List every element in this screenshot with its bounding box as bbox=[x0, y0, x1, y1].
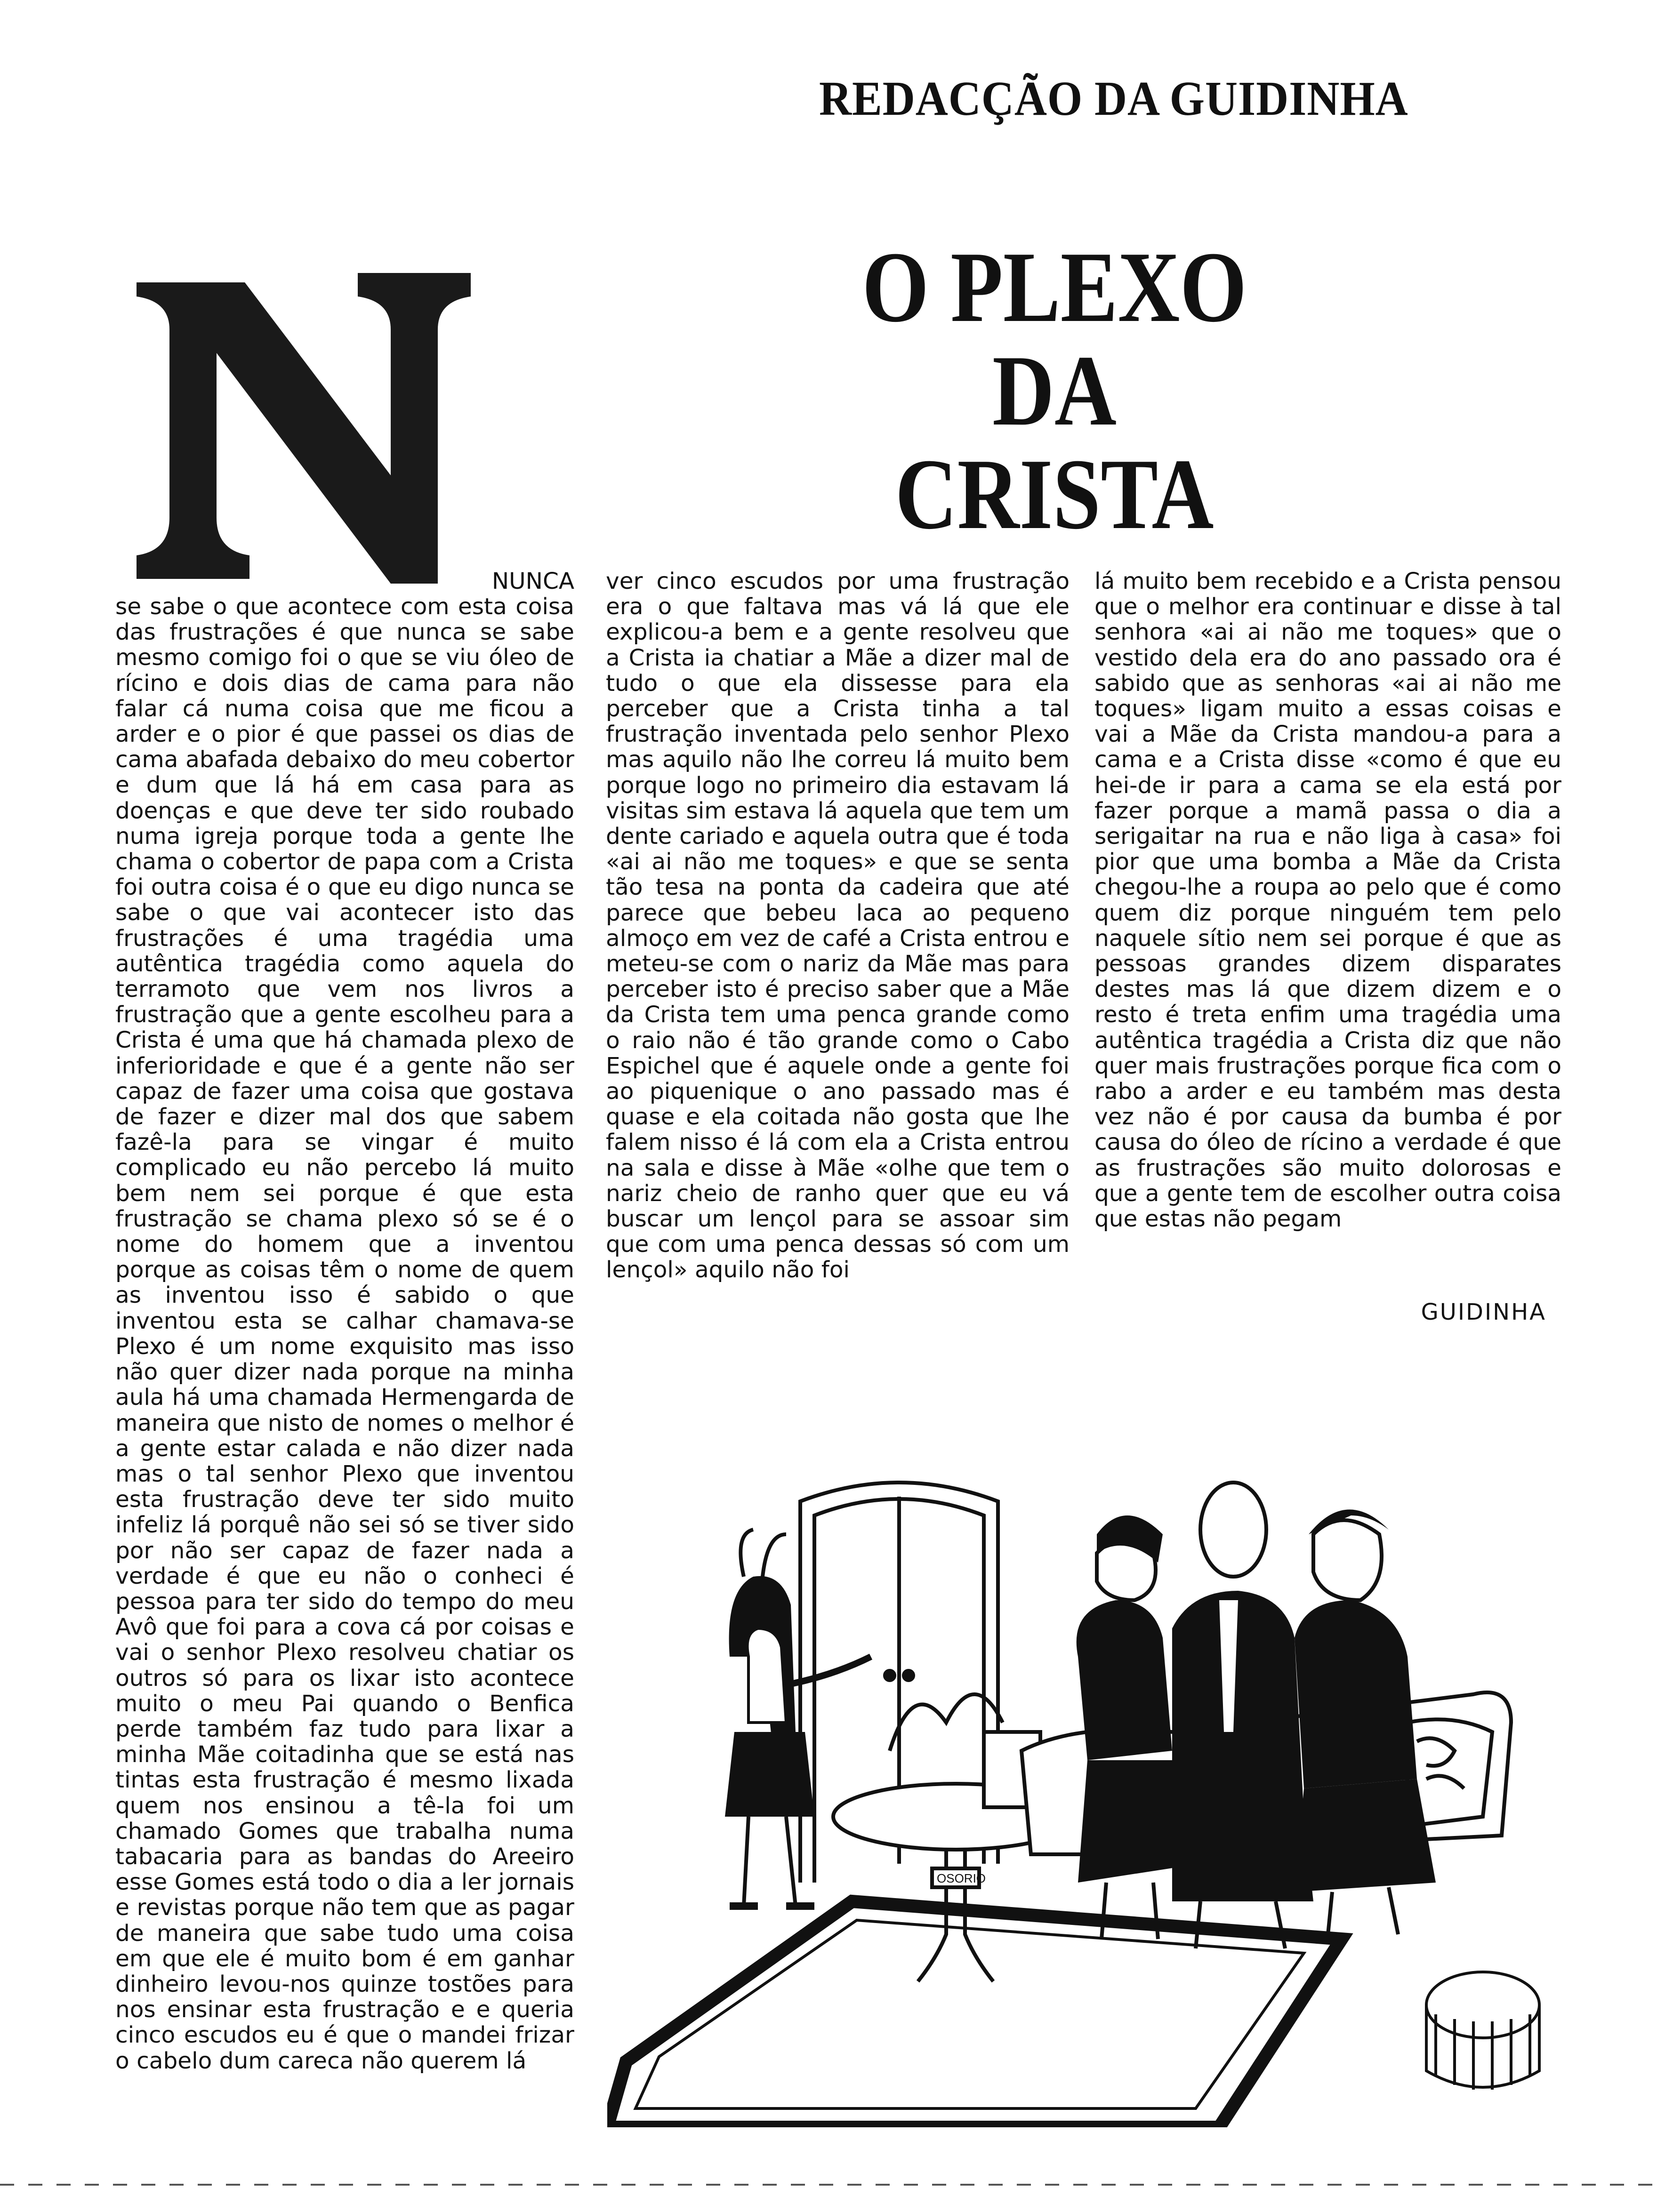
section-header: REDACÇÃO DA GUIDINHA bbox=[819, 72, 1408, 126]
column-2-text: ver cinco escudos por uma frustração era o que faltava mas vá lá que ele explicou-a bem e a gente resolveu que a Crista ia chatiar a Mãe a dizer mal de tudo o que ela dissesse para ela perceber que a Crista tinha a tal frustração inventada pelo senhor Plexo mas aquilo não lhe correu lá muito bem porque logo no primeiro dia estavam lá visitas sim estava lá aquela que tem um dente cariado e aquela outra que é toda «ai ai não me toques» e que se senta tão tesa na ponta da cadeira que até parece que bebeu laca ao pequeno almoço em vez de café a Crista entrou e meteu-se com o nariz da Mãe mas para perceber isto é preciso saber que a Mãe da Crista tem uma penca grande como o raio não é tão grande como o Cabo Espichel que é aquele onde a gente foi ao piquenique o ano passado mas é quase e ela coitada não gosta que lhe falem nisso é lá com ela a Crista entrou na sala e disse à Mãe «olhe que tem o nariz cheio de ranho quer que eu vá buscar um lençol para se assoar sim que com uma penca dessas só com um lençol» aquilo não foi bbox=[606, 568, 1070, 1283]
seated-man-center bbox=[1172, 1483, 1313, 1948]
basket-illustration bbox=[1426, 1972, 1539, 2090]
article-title bbox=[854, 231, 1255, 550]
author-signature: GUIDINHA bbox=[1421, 1299, 1546, 1325]
title-line-2: DA bbox=[992, 334, 1117, 447]
cartoon-illustration bbox=[607, 1393, 1568, 2127]
column-2 bbox=[606, 569, 1070, 1283]
title-line-3: CRISTA bbox=[895, 438, 1214, 550]
drop-cap-letter: N bbox=[127, 254, 128, 255]
column-3-text: lá muito bem recebido e a Crista pensou que o melhor era continuar e disse à tal senhora «ai ai não me toques» que o vestido dela era do ano passado ora é sabido que as senhoras «ai ai não me toques» ligam muito a essas coisas e vai a Mãe da Crista mandou-a para a cama e a Crista disse «como é que eu hei-de ir para a cama se ela está por fazer porque a mamã passa o dia a serigaitar na rua e não liga à casa» foi pior que uma bomba a Mãe da Crista chegou-lhe a roupa ao pelo que é como quem diz porque ninguém tem pelo naquele sítio nem sei porque é que as pessoas grandes dizem disparates destes mas lá que dizem dizem e o resto é treta enfim uma tragédia uma autêntica tragédia a Crista diz que não quer mais frustrações porque fica com o rabo a arder e eu também mas desta vez não é por causa da bumba é por causa do óleo de rícino a verdade é que as frustrações são muito dolorosas e que a gente tem de escolher outra coisa que estas não pegam bbox=[1094, 568, 1561, 1233]
drop-cap-glyph bbox=[127, 254, 480, 593]
column-1-lead-word: NUNCA bbox=[491, 568, 574, 594]
column-3 bbox=[1094, 569, 1561, 1232]
column-1-text: se sabe o que acontece com esta coisa das frustrações é que nunca se sabe mesmo comigo foi o que se viu óleo de rícino e dois dias de cama para não falar cá numa coisa que me ficou a arder e o pior é que passei os dias de cama abafada debaixo do meu cobertor e dum que lá há em casa para as doenças e que deve ter sido roubado numa igreja porque toda a gente lhe chama o cobertor de papa com a Crista foi outra coisa é o que eu digo nunca se sabe o que vai acontecer isto das frustrações é uma tragédia uma autêntica tragédia como aquela do terramoto que vem nos livros a frustração que a gente escolheu para a Crista é uma que há chamada plexo de inferioridade e que é a gente não ser capaz de fazer uma coisa que gostava de fazer e dizer mal dos que sabem fazê-la para se vingar é muito complicado eu não percebo lá muito bem nem sei porque é que esta frustração se chama plexo só se é o nome do homem que a inventou porque as coisas têm o nome de quem as inventou isso é sabido o que inventou esta se calhar chamava-se Plexo é um nome exquisito mas isso não quer dizer nada porque na minha aula há uma chamada Hermengarda de maneira que nisto de nomes o melhor é a gente estar calada e não dizer nada mas o tal senhor Plexo que inventou esta frustração deve ter sido muito infeliz lá porquê não sei só se tiver sido por não ser capaz de fazer nada a verdade é que eu não o conheci é pessoa para ter sido do tempo do meu Avô que foi para a cova cá por coisas e vai o senhor Plexo resolveu chatiar os outros só para os lixar isto acontece muito o meu Pai quando o Benfica perde também faz tudo para lixar a minha Mãe coitadinha que se está nas tintas esta frustração é mesmo lixada quem nos ensinou a tê-la foi um chamado Gomes que trabalha numa tabacaria para as bandas do Areeiro esse Gomes está todo o dia a ler jornais e revistas porque não tem que as pagar de maneira que sabe tudo uma coisa em que ele é muito bom é em ganhar dinheiro levou-nos quinze tostões para nos ensinar esta frustração e e queria cinco escudos eu é que o mandei frizar o cabelo dum careca não querem lá bbox=[115, 593, 574, 2074]
girl-figure bbox=[725, 1530, 871, 1906]
title-line-1: O PLEXO bbox=[862, 231, 1247, 343]
column-1 bbox=[115, 568, 574, 2074]
drop-cap bbox=[127, 254, 480, 593]
bottom-rule bbox=[0, 2184, 1657, 2186]
table-label: OSORIO bbox=[937, 1871, 986, 1885]
rug-illustration bbox=[607, 1901, 1342, 2127]
